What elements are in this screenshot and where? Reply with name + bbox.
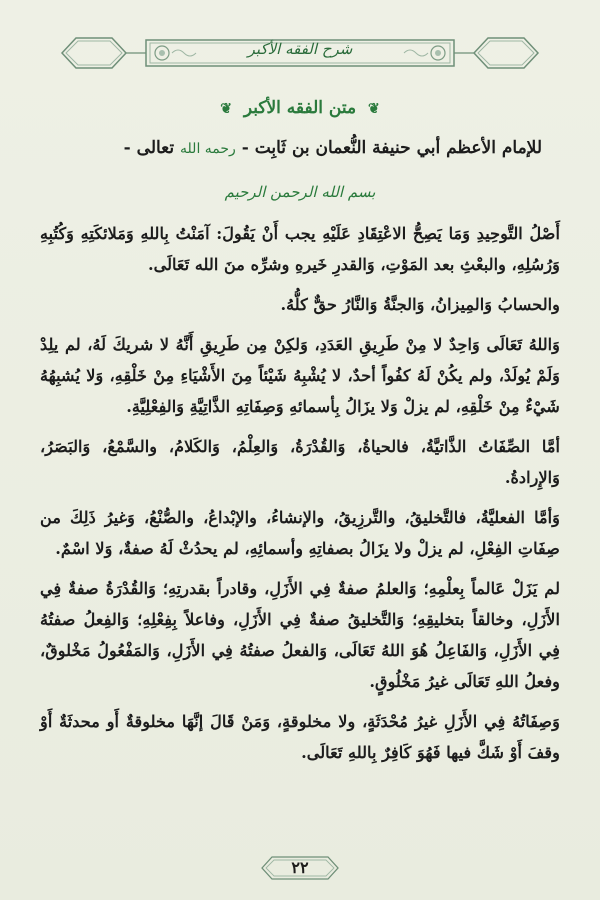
paragraph: والحسابُ وَالمِيزانُ، وَالجنَّةُ وَالنَّارُ حقٌّ كلُّهُ. <box>280 295 560 314</box>
basmala: بسم الله الرحمن الرحيم <box>224 183 376 201</box>
section-title-text: متن الفقه الأكبر <box>243 98 357 118</box>
main-text <box>40 218 560 777</box>
author-name: للإمام الأعظم أبي حنيفة النُّعمان بن ثَابِت - <box>235 138 542 158</box>
page-number: ٢٢ <box>291 858 309 877</box>
paragraph: وَأمَّا الفعليَّةُ، فالتَّخليقُ، والتَّرزِيقُ، والإنشاءُ، والإبْداعُ، والصُّنْعُ، وَغيرُ ذَلِكَ من صِفَاتِ الفِعْلِ، لم يزلْ ولا يزَالُ بصفاتِهِ وأسمائِهِ، لم يحدُثْ لَهُ صفةٌ، وَلا اسْمٌ. <box>40 508 560 558</box>
paragraph: أمَّا الصِّفَاتُ الذَّاتيَّةُ، فالحياةُ، وَالقُدْرَةُ، وَالعِلْمُ، وَالكَلامُ، والسَّمْعُ، وَالبَصَرُ، وَالإِرادةُ. <box>40 437 560 487</box>
page-header-frame <box>58 30 542 76</box>
honorific: رحمه الله <box>180 141 236 157</box>
paragraph: وَاللهُ تَعَالَى وَاحِدٌ لا مِنْ طَرِيقِ العَدَدِ، وَلكِنْ مِن طَرِيقِ أَنَّهُ لا شريكَ لَهُ، لم يلِدْ وَلَمْ يُولَدْ، ولم يكُنْ لَهُ كفُواً أحدٌ، لا يُشْبِهُ شَيْئاً مِنَ الأَشْيَاءِ مِنْ خَلْقِهِ، وَلا يُشبِهُهُ شَيْءٌ مِنْ خَلْقِهِ، لم يزلْ وَلا يزَالُ بِأسمائهِ وَصِفَاتِهِ الذَّاتِيَّةِ وَالفِعْلِيَّةِ. <box>40 335 560 416</box>
author-line <box>58 138 542 158</box>
paragraph: لم يَزَلْ عَالماً بِعلْمِهِ؛ وَالعلمُ صفةٌ فِي الأَزَلِ، وقادراً بقدرتِهِ؛ وَالقُدْرَةُ صفةٌ فِي الأَزَلِ، وخالقاً بتخليقِهِ؛ وَالتَّخليقُ صفةٌ فِي الأَزَلِ، وفاعلاً بِفِعْلِهِ؛ وَالفِعلُ صفتُهُ فِي الأَزَلِ، وَالفَاعِلُ هُوَ اللهُ تَعَالَى، وَالفعلُ صفتُهُ فِي الأَزَلِ، وَالمَفْعُولُ مَخْلوقٌ، وفعلُ اللهِ تَعَالَى غيرُ مَخْلُوقٍ. <box>40 579 560 691</box>
paragraph: أَصْلُ التَّوحِيدِ وَمَا يَصِحُّ الاعْتِقَادِ عَلَيْهِ يجب أَنْ يَقُولَ: آمَنْتُ بِاللهِ وَمَلائكَتِهِ وَكُتُبِهِ وَرُسُلِهِ، والبعْثِ بعد المَوْتِ، وَالقدرِ خَيرهِ وشرِّه منَ الله تَعَالَى. <box>40 224 560 274</box>
paragraph: وَصِفَاتُهُ فِي الأَزَلِ غيرُ مُحْدَثَةٍ، ولا مخلوقةٍ، وَمَنْ قَالَ إنَّهَا مخلوقةٌ أَو محدثَةٌ أَوْ وقفَ أَوْ شَكَّ فيها فَهُوَ كَافِرٌ بِاللهِ تَعَالَى. <box>40 712 560 762</box>
leaf-ornament-icon: ❦ <box>220 101 232 117</box>
running-title: شرح الفقه الأكبر <box>247 40 353 58</box>
section-title <box>0 98 600 118</box>
page-number-frame <box>260 854 340 882</box>
author-tail: تعالى - <box>123 138 181 158</box>
leaf-ornament-icon: ❦ <box>368 101 380 117</box>
